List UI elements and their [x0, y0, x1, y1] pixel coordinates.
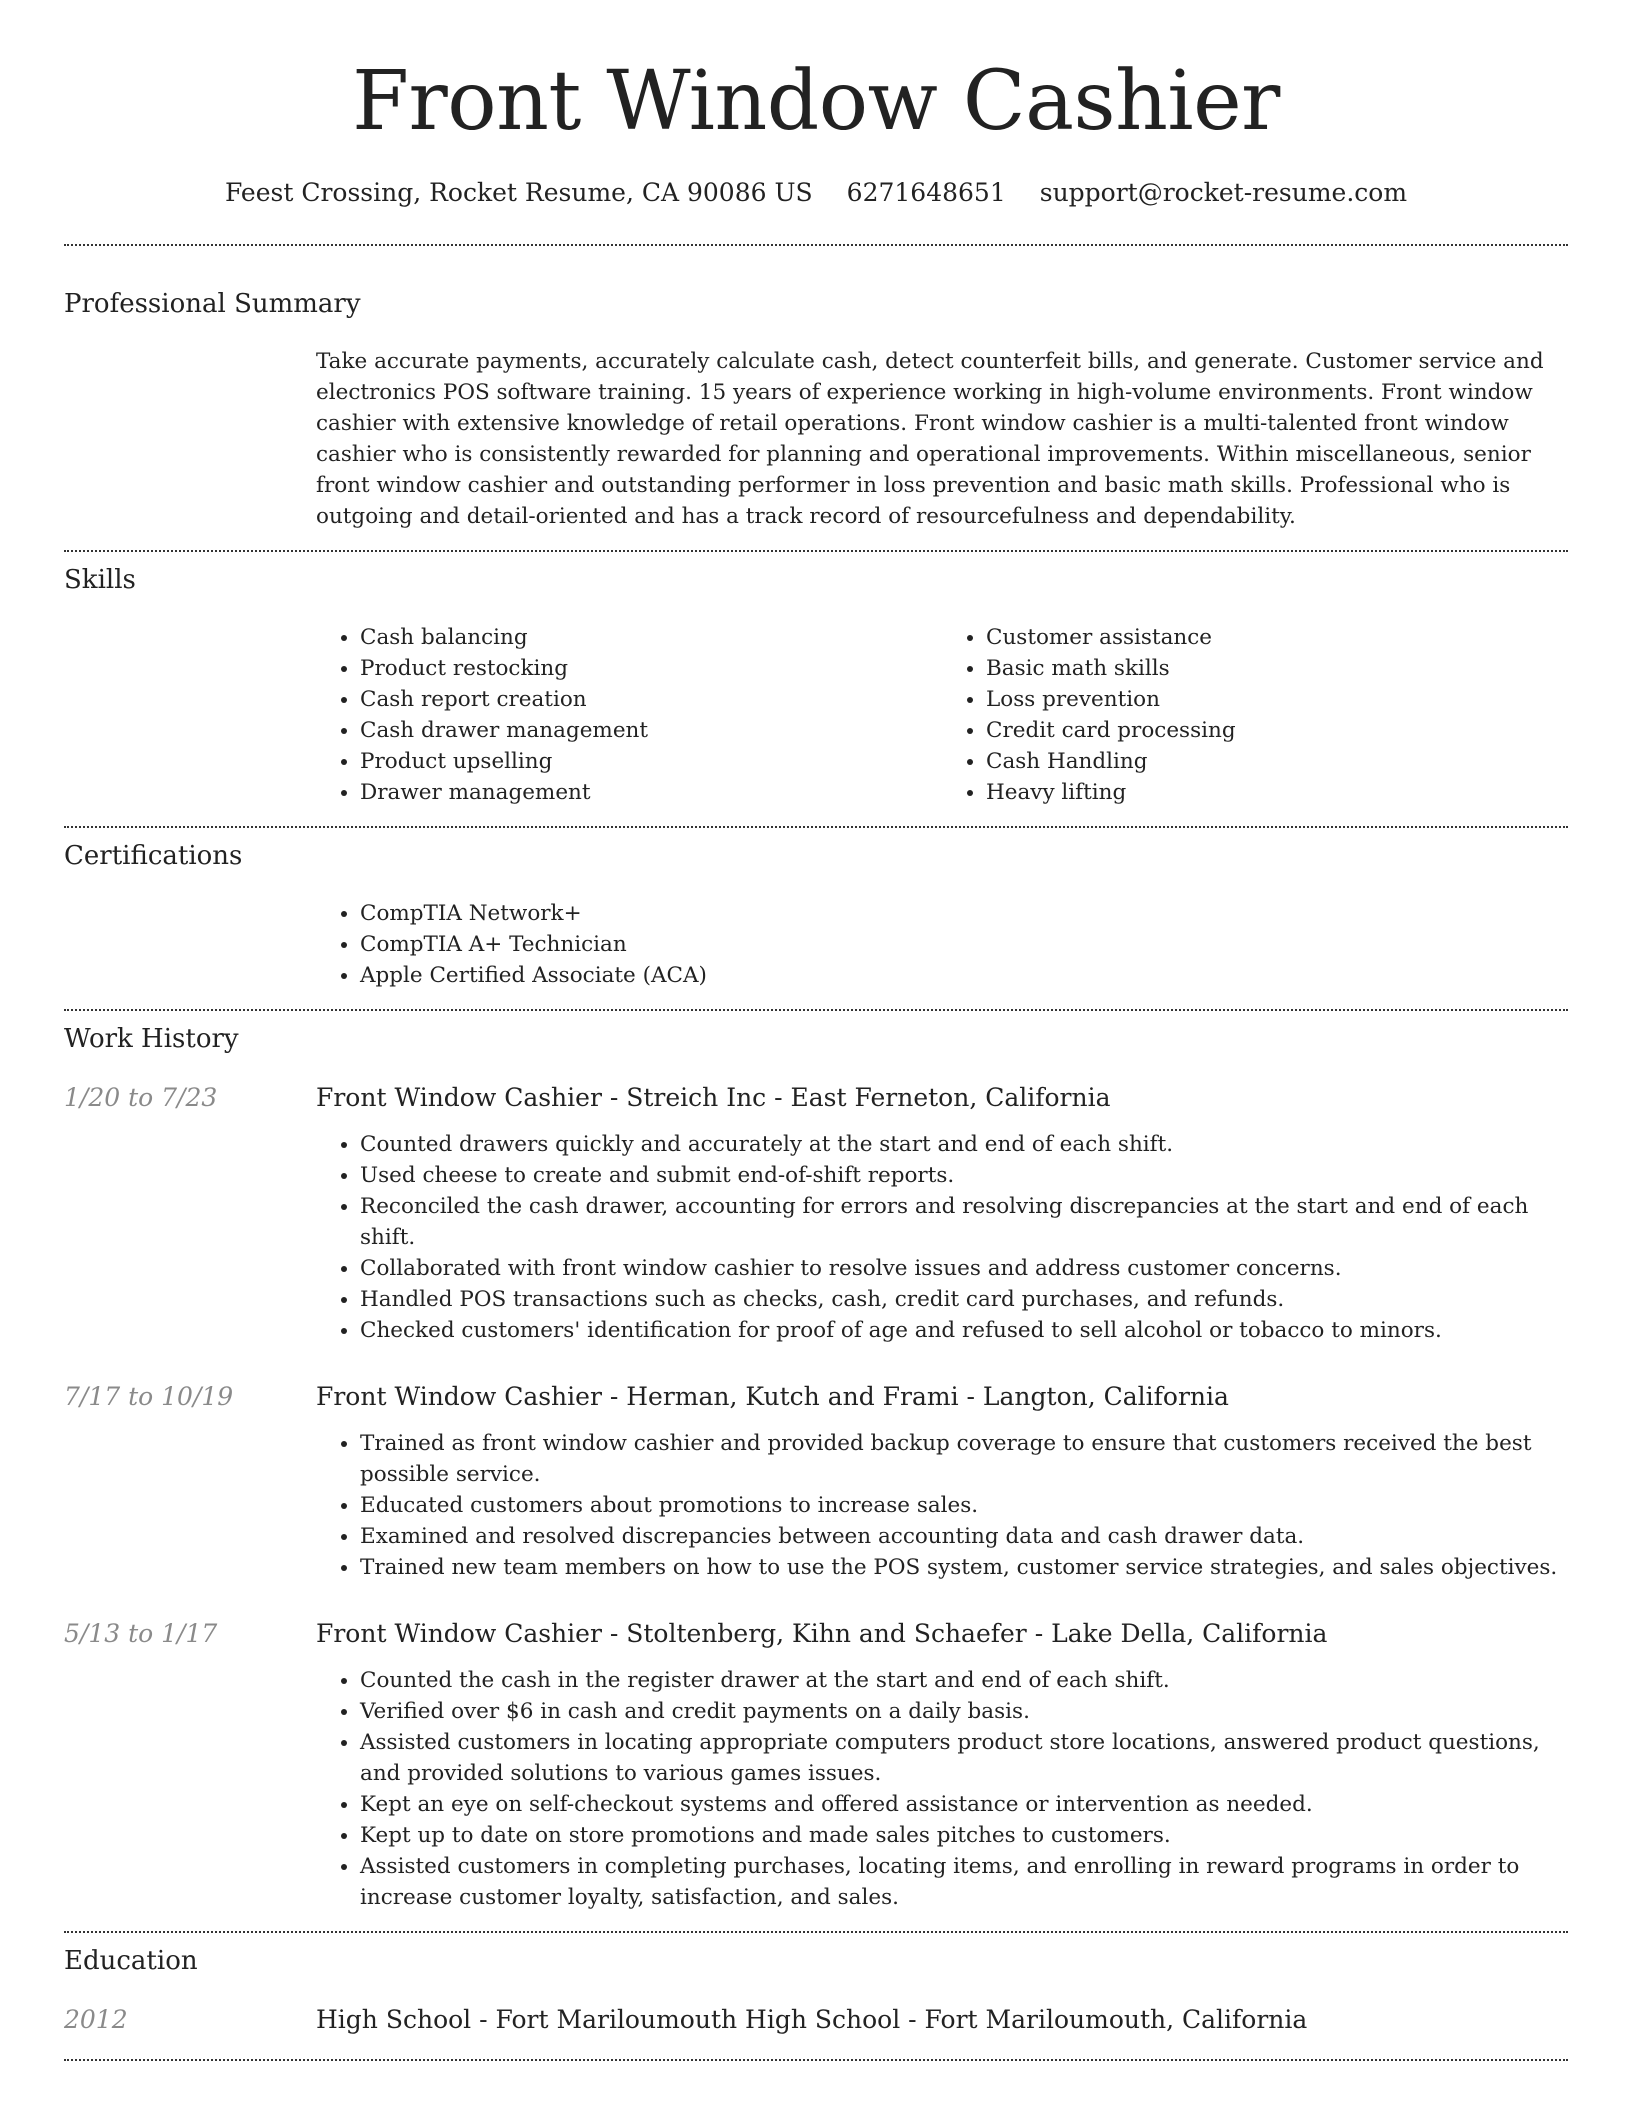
- job-title: Front Window Cashier - Stoltenberg, Kihn and Schaefer - Lake Della, California: [316, 1619, 1328, 1648]
- education-title: High School - Fort Mariloumouth High School - Fort Mariloumouth, California: [316, 2005, 1308, 2034]
- job-entry: [64, 1081, 1568, 1346]
- job-bullet: • Trained new team members on how to use the POS system, customer service strategies, and sales objectives.: [360, 1552, 1568, 1583]
- job-bullets: [316, 1129, 1568, 1346]
- section-title: Education: [64, 1946, 198, 1976]
- skill-item: • Loss prevention: [986, 684, 1568, 715]
- job-bullet: • Reconciled the cash drawer, accounting for errors and resolving discrepancies at the start and end of each shift.: [360, 1191, 1568, 1253]
- certification-item: • CompTIA A+ Technician: [360, 929, 1568, 960]
- certification-item: • Apple Certified Associate (ACA): [360, 960, 1568, 991]
- address: Feest Crossing, Rocket Resume, CA 90086 US: [224, 178, 813, 207]
- summary-section: [64, 246, 1568, 550]
- job-bullet: • Assisted customers in locating appropriate computers product store locations, answered product questions, and provided solutions to various games issues.: [360, 1727, 1568, 1789]
- certifications-section: [64, 828, 1568, 1009]
- skill-item: • Credit card processing: [986, 715, 1568, 746]
- job-bullet: • Collaborated with front window cashier to resolve issues and address customer concerns.: [360, 1253, 1568, 1284]
- skill-item: • Customer assistance: [986, 622, 1568, 653]
- job-bullet: • Assisted customers in completing purchases, locating items, and enrolling in reward programs in order to increase customer loyalty, satisfaction, and sales.: [360, 1851, 1568, 1913]
- skills-list-left: [316, 622, 942, 808]
- job-title: Front Window Cashier - Streich Inc - East Ferneton, California: [316, 1083, 1111, 1112]
- job-bullet: • Used cheese to create and submit end-of-shift reports.: [360, 1160, 1568, 1191]
- divider: [64, 2059, 1568, 2061]
- skill-item: • Drawer management: [360, 777, 942, 808]
- education-entry: [64, 2003, 1568, 2059]
- job-bullets: [316, 1665, 1568, 1913]
- job-bullet: • Kept up to date on store promotions and made sales pitches to customers.: [360, 1820, 1568, 1851]
- skills-section: [64, 552, 1568, 826]
- skill-item: • Cash report creation: [360, 684, 942, 715]
- job-dates: 7/17 to 10/19: [64, 1382, 234, 1411]
- job-bullet: • Kept an eye on self-checkout systems and offered assistance or intervention as needed.: [360, 1789, 1568, 1820]
- job-bullet: • Educated customers about promotions to increase sales.: [360, 1490, 1568, 1521]
- section-title: Professional Summary: [64, 289, 361, 319]
- skill-item: • Heavy lifting: [986, 777, 1568, 808]
- education-section: [64, 1933, 1568, 2059]
- job-bullet: • Examined and resolved discrepancies between accounting data and cash drawer data.: [360, 1521, 1568, 1552]
- skill-item: • Basic math skills: [986, 653, 1568, 684]
- skill-item: • Cash Handling: [986, 746, 1568, 777]
- education-dates: 2012: [64, 2005, 128, 2034]
- skill-item: • Product upselling: [360, 746, 942, 777]
- skills-list-right: [942, 622, 1568, 808]
- section-title: Certifications: [64, 841, 243, 871]
- job-bullet: • Counted drawers quickly and accurately at the start and end of each shift.: [360, 1129, 1568, 1160]
- job-bullet: • Counted the cash in the register drawer at the start and end of each shift.: [360, 1665, 1568, 1696]
- summary-text: Take accurate payments, accurately calculate cash, detect counterfeit bills, and generate. Customer service and electronics POS software training. 15 years of experience working in high-volume environments. Front window cashier with extensive knowledge of retail operations. Front window cashier is a multi-talented front window cashier who is consistently rewarded for planning and operational improvements. Within miscellaneous, senior front window cashier and outstanding performer in loss prevention and basic math skills. Professional who is outgoing and detail-oriented and has a track record of resourcefulness and dependability.: [316, 349, 1544, 529]
- skill-item: • Product restocking: [360, 653, 942, 684]
- section-title: Skills: [64, 565, 136, 595]
- job-bullet: • Verified over $6 in cash and credit payments on a daily basis.: [360, 1696, 1568, 1727]
- job-dates: 1/20 to 7/23: [64, 1083, 218, 1112]
- job-title: Front Window Cashier - Herman, Kutch and Frami - Langton, California: [316, 1382, 1229, 1411]
- job-bullets: [316, 1428, 1568, 1583]
- job-bullet: • Trained as front window cashier and provided backup coverage to ensure that customers received the best possible service.: [360, 1428, 1568, 1490]
- resume-name: Front Window Cashier: [352, 54, 1280, 149]
- job-entry: [64, 1380, 1568, 1583]
- job-dates: 5/13 to 1/17: [64, 1619, 218, 1648]
- certification-item: • CompTIA Network+: [360, 898, 1568, 929]
- phone: 6271648651: [846, 178, 1006, 207]
- skills-columns: [316, 622, 1568, 808]
- job-bullet: • Handled POS transactions such as checks, cash, credit card purchases, and refunds.: [360, 1284, 1568, 1315]
- certifications-list: [316, 898, 1568, 991]
- work-history-section: [64, 1011, 1568, 1931]
- contact-line: [64, 178, 1568, 208]
- skill-item: • Cash balancing: [360, 622, 942, 653]
- email: support@rocket-resume.com: [1039, 178, 1408, 207]
- job-entry: [64, 1617, 1568, 1913]
- job-bullet: • Checked customers' identification for proof of age and refused to sell alcohol or tobacco to minors.: [360, 1315, 1568, 1346]
- section-title: Work History: [64, 1024, 239, 1054]
- skill-item: • Cash drawer management: [360, 715, 942, 746]
